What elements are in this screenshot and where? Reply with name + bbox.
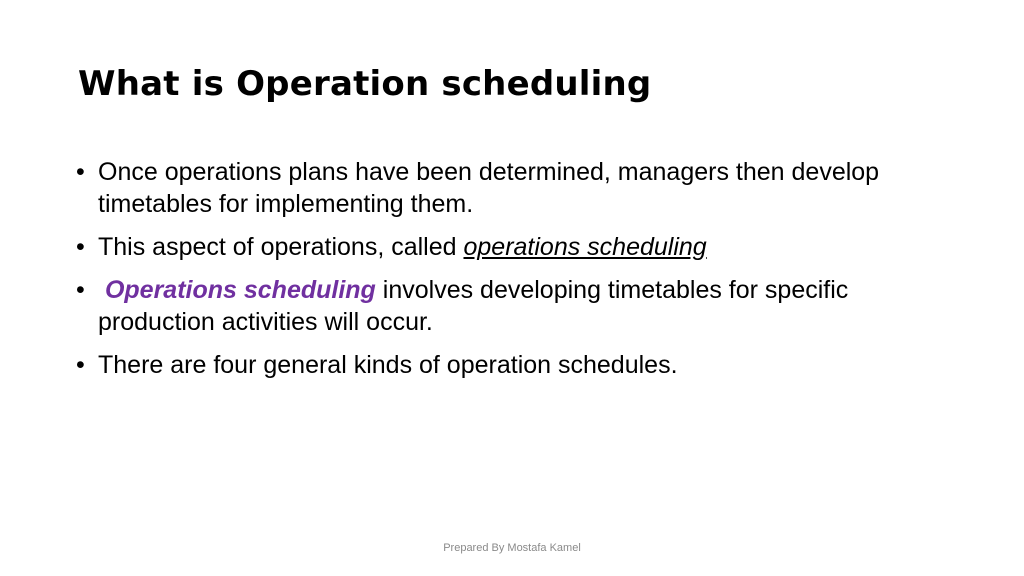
bullet-item [76,274,936,338]
bullet-item [76,156,936,220]
slide-footer: Prepared By Mostafa Kamel [443,542,581,554]
bullet-list [76,156,936,392]
bullet-text: Once operations plans have been determined, managers then develop timetables for implementing them. [98,158,880,218]
bullet-emphasis-term: operations scheduling [463,233,707,261]
bullet-dot-icon: • [76,276,85,304]
slide-title: What is Operation scheduling [78,64,652,104]
bullet-text-prefix: This aspect of operations, called [98,233,464,261]
bullet-dot-icon: • [76,351,85,379]
bullet-dot-icon: • [76,158,85,186]
bullet-highlight-term: Operations scheduling [104,276,376,304]
bullet-item [76,231,936,263]
bullet-dot-icon: • [76,233,85,261]
bullet-text: There are four general kinds of operation schedules. [98,351,678,379]
bullet-item [76,349,936,381]
bullet-text-suffix: involves developing timetables for specific production activities will occur. [98,276,849,336]
